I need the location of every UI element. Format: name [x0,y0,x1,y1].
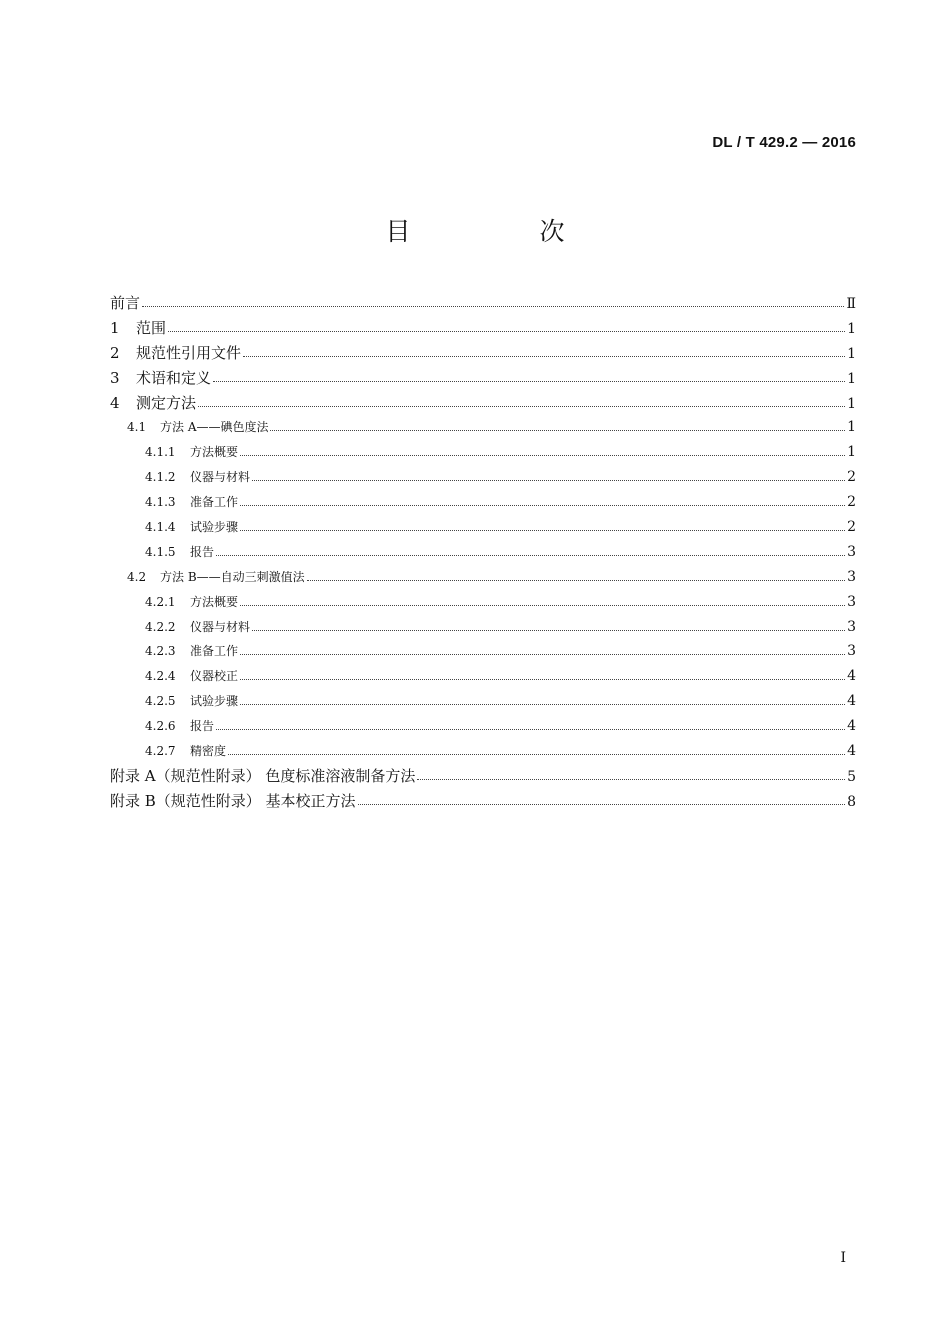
toc-entry-title: 方法 A——碘色度法 [160,420,269,435]
toc-entry-page: 5 [847,768,856,785]
toc-entry-title: 报告 [190,719,215,734]
toc-dot-leader [240,654,845,655]
toc-dot-leader [240,505,845,506]
toc-entry-title: 仪器与材料 [190,470,251,485]
toc-entry-number: 2 [110,343,120,362]
toc-entry[interactable] [110,465,856,490]
toc-dot-leader [240,679,845,680]
toc-dot-leader [252,480,845,481]
toc-entry[interactable] [110,490,856,515]
toc-entry-page: 1 [847,444,856,461]
toc-entry[interactable] [110,366,856,391]
toc-entry-title: 前言 [110,294,141,312]
toc-entry-title: 报告 [190,544,215,559]
toc-entry-number: 4 [110,393,120,412]
toc-entry-title: 试验步骤 [190,694,239,709]
toc-entry-title: 附录 A（规范性附录） 色度标准溶液制备方法 [110,766,416,785]
toc-entry-page: 2 [847,469,856,486]
toc-entry-number: 4.2.6 [145,719,176,734]
toc-entry-title: 方法概要 [190,445,239,460]
toc-entry[interactable] [110,764,856,789]
toc-entry-number: 4.1 [127,420,147,435]
toc-entry[interactable] [110,565,856,590]
toc-entry-page: 1 [847,345,856,362]
toc-dot-leader [417,779,845,780]
toc-entry[interactable] [110,341,856,366]
toc-dot-leader [198,406,845,407]
toc-entry-title: 精密度 [190,744,227,759]
toc-entry-title: 测定方法 [136,393,197,412]
toc-entry[interactable] [110,590,856,615]
toc-entry-title: 仪器与材料 [190,619,251,634]
toc-entry[interactable] [110,515,856,540]
toc-dot-leader [240,605,845,606]
toc-entry-title: 范围 [136,318,167,337]
toc-entry[interactable] [110,689,856,714]
toc-entry[interactable] [110,540,856,565]
toc-entry-page: 1 [847,395,856,412]
toc-entry[interactable] [110,291,856,316]
toc-entry[interactable] [110,440,856,465]
toc-entry-title: 试验步骤 [190,520,239,535]
toc-dot-leader [243,356,845,357]
toc-dot-leader [216,729,845,730]
toc-entry-number: 4.1.1 [145,445,176,460]
toc-entry[interactable] [110,316,856,341]
toc-entry-title: 准备工作 [190,495,239,510]
toc-dot-leader [252,630,845,631]
toc-entry-page: 8 [847,793,856,810]
toc-entry[interactable] [110,391,856,416]
toc-entry-page: 3 [847,543,856,560]
toc-dot-leader [228,754,845,755]
toc-entry[interactable] [110,664,856,689]
toc-entry-number: 4.2.7 [145,744,176,759]
toc-entry-number: 4.2.1 [145,594,176,609]
toc-dot-leader [307,580,845,581]
toc-entry-page: 4 [847,718,856,735]
toc-entry[interactable] [110,415,856,440]
toc-entry-title: 仪器校正 [190,669,239,684]
toc-entry[interactable] [110,789,856,814]
toc-entry-number: 4.2.5 [145,694,176,709]
toc-dot-leader [270,430,845,431]
toc-entry-number: 4.1.2 [145,470,176,485]
toc-entry-page: 1 [847,320,856,337]
toc-entry-number: 4.2.3 [145,644,176,659]
standard-code: DL / T 429.2 — 2016 [712,134,856,151]
table-of-contents [110,291,856,814]
toc-entry-number: 4.1.5 [145,544,176,559]
toc-dot-leader [168,331,845,332]
toc-entry-page: 1 [847,370,856,387]
toc-entry-page: 3 [847,593,856,610]
toc-dot-leader [213,381,845,382]
toc-entry-title: 方法 B——自动三刺激值法 [160,569,305,584]
toc-entry-page: Ⅱ [846,296,856,312]
toc-dot-leader [358,804,846,805]
toc-dot-leader [240,704,845,705]
toc-entry-page: 3 [847,643,856,660]
page-title: 目 次 [385,217,617,246]
toc-entry-page: 4 [847,693,856,710]
toc-entry-number: 4.2 [127,569,147,584]
toc-entry-number: 4.2.2 [145,619,176,634]
toc-entry-page: 4 [847,743,856,760]
toc-dot-leader [240,530,845,531]
toc-entry[interactable] [110,639,856,664]
toc-entry[interactable] [110,714,856,739]
toc-entry-number: 3 [110,368,120,387]
toc-entry-page: 3 [847,568,856,585]
toc-dot-leader [142,306,844,307]
toc-entry-number: 4.1.3 [145,495,176,510]
toc-entry-title: 附录 B（规范性附录） 基本校正方法 [110,791,356,810]
toc-entry-title: 准备工作 [190,644,239,659]
toc-entry-page: 3 [847,618,856,635]
footer-page-number: I [840,1250,846,1266]
toc-entry-number: 4.1.4 [145,520,176,535]
toc-entry-title: 方法概要 [190,594,239,609]
toc-dot-leader [216,555,845,556]
toc-entry[interactable] [110,615,856,640]
toc-entry-page: 2 [847,494,856,511]
toc-entry[interactable] [110,739,856,764]
toc-entry-title: 术语和定义 [136,368,212,387]
toc-entry-page: 2 [847,519,856,536]
toc-dot-leader [240,455,845,456]
toc-entry-page: 4 [847,668,856,685]
toc-entry-page: 1 [847,419,856,436]
toc-entry-title: 规范性引用文件 [136,343,242,362]
toc-entry-number: 1 [110,318,120,337]
toc-entry-number: 4.2.4 [145,669,176,684]
